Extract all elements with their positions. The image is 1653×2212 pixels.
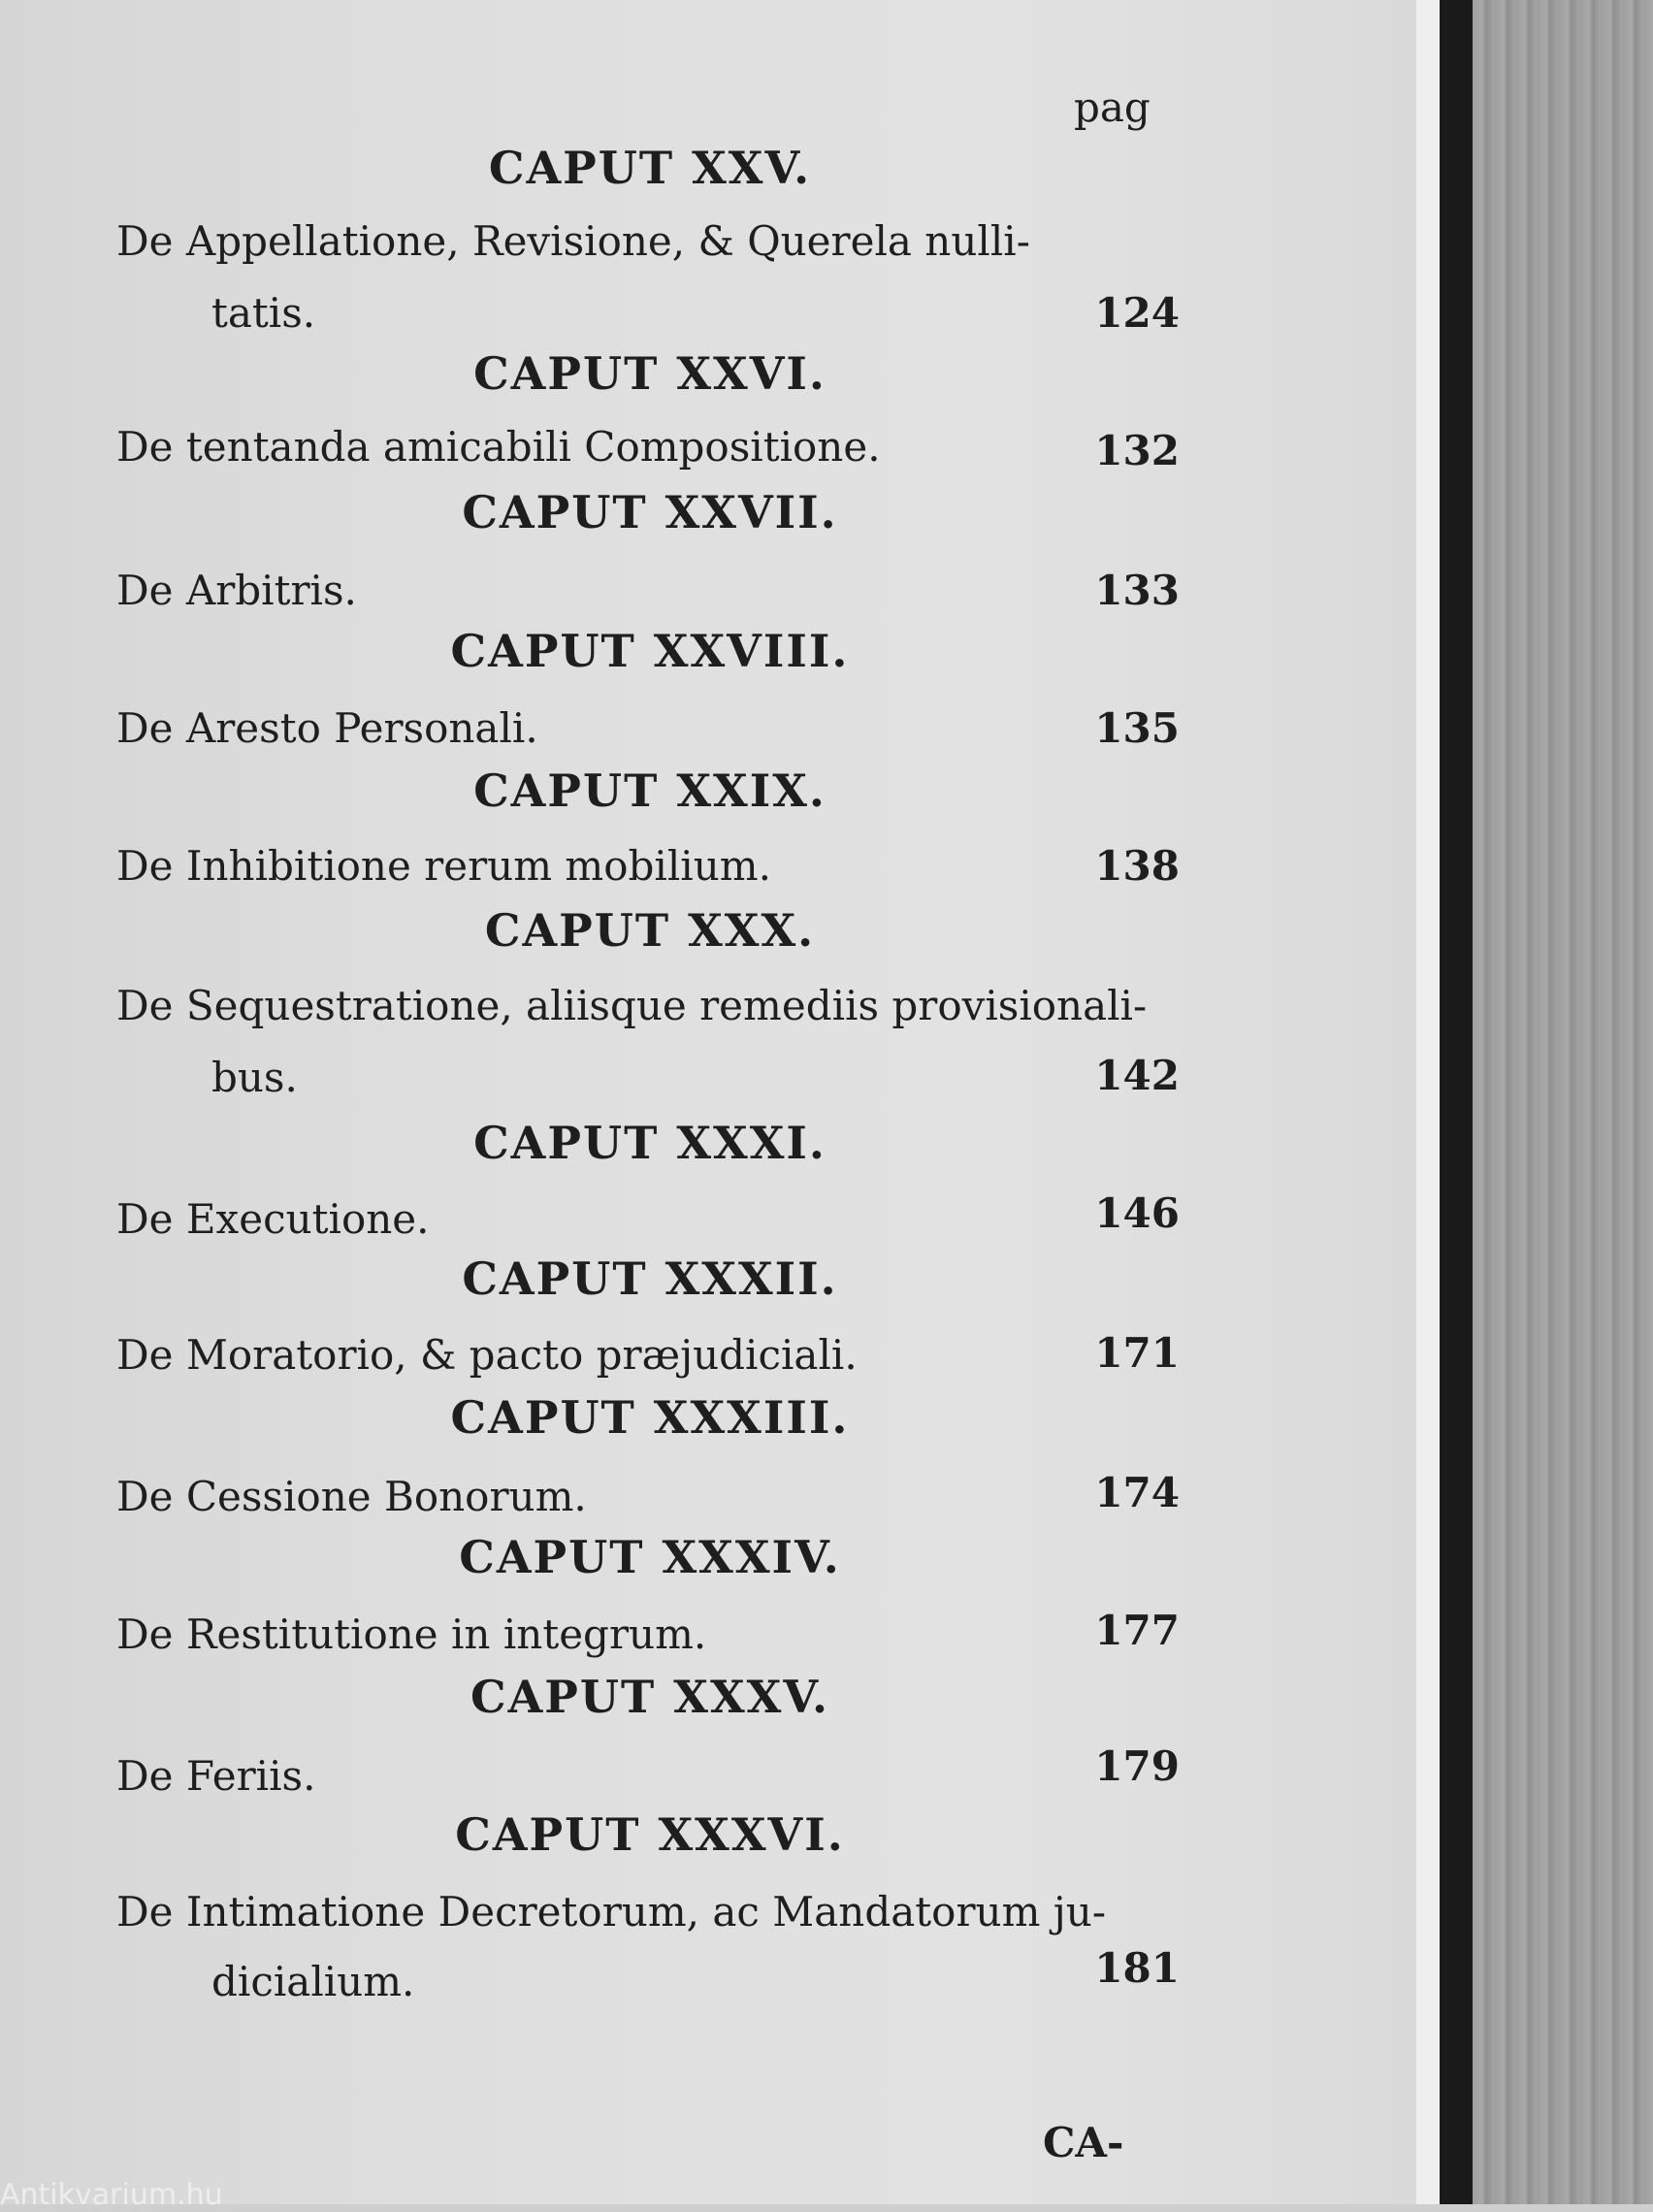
chapter-heading: CAPUT XXXIII.	[450, 1391, 850, 1444]
chapter-title: De Executione.	[116, 1195, 430, 1243]
chapter-heading: CAPUT XXV.	[488, 142, 812, 194]
chapter-heading: CAPUT XXXVI.	[455, 1808, 845, 1861]
chapter-heading: CAPUT XXVI.	[473, 347, 826, 400]
background-surface	[1473, 0, 1653, 2204]
chapter-title-continuation: bus.	[211, 1054, 298, 1101]
chapter-title: De Intimatione Decretorum, ac Mandatorum ju-	[116, 1888, 1107, 1936]
page-number: 135	[1094, 704, 1180, 752]
page-number: 146	[1094, 1189, 1180, 1237]
page-number: 138	[1094, 842, 1180, 890]
page-number: 171	[1094, 1329, 1180, 1377]
chapter-heading: CAPUT XXVII.	[462, 486, 838, 538]
book-spine	[1440, 0, 1473, 2204]
pag-label: pag	[1074, 83, 1151, 131]
page-number: 132	[1094, 427, 1180, 474]
chapter-title-continuation: dicialium.	[211, 1958, 415, 2005]
chapter-heading: CAPUT XXXI.	[473, 1117, 826, 1169]
chapter-heading: CAPUT XXXV.	[470, 1671, 829, 1723]
chapter-heading: CAPUT XXVIII.	[450, 625, 850, 677]
chapter-heading: CAPUT XXX.	[484, 904, 816, 957]
chapter-title: De Restitutione in integrum.	[116, 1610, 707, 1658]
page-number: 133	[1094, 567, 1180, 614]
page-edge	[1416, 0, 1440, 2204]
chapter-heading: CAPUT XXIX.	[473, 764, 826, 817]
watermark: Antikvarium.hu	[0, 2178, 223, 2212]
chapter-title: De Aresto Personali.	[116, 704, 538, 752]
page-number: 174	[1094, 1469, 1180, 1516]
chapter-title-continuation: tatis.	[211, 289, 316, 337]
chapter-heading: CAPUT XXXIV.	[459, 1531, 841, 1583]
chapter-title: De Feriis.	[116, 1752, 316, 1800]
chapter-title: De Cessione Bonorum.	[116, 1473, 587, 1520]
page-number: 177	[1094, 1607, 1180, 1654]
chapter-title: De Inhibitione rerum mobilium.	[116, 842, 771, 890]
chapter-title: De Sequestratione, aliisque remediis provisionali-	[116, 982, 1148, 1029]
page-number: 124	[1094, 289, 1180, 337]
chapter-title: De Moratorio, & pacto præjudiciali.	[116, 1331, 858, 1379]
chapter-title: De tentanda amicabili Compositione.	[116, 423, 881, 471]
catchword: CA-	[1043, 2119, 1124, 2166]
page-number: 181	[1094, 1944, 1180, 1992]
chapter-title: De Arbitris.	[116, 567, 357, 614]
page-number: 142	[1094, 1052, 1180, 1099]
page-number: 179	[1094, 1742, 1180, 1790]
chapter-heading: CAPUT XXXII.	[462, 1252, 838, 1305]
chapter-title: De Appellatione, Revisione, & Querela nulli-	[116, 217, 1030, 265]
